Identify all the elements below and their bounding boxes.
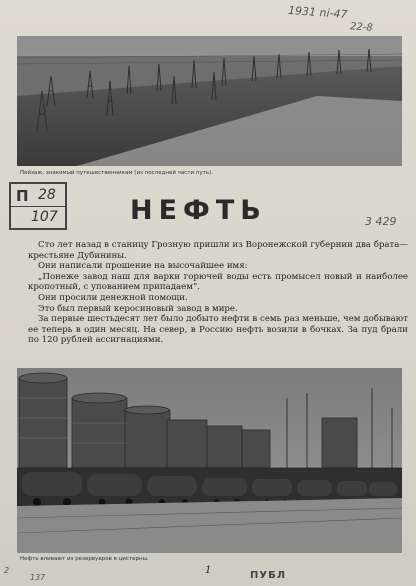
tanks-photo <box>17 368 402 553</box>
top-photo-caption: Пейзаж, знакомый путешественникам (из последней части путь). <box>20 170 214 176</box>
paragraph: За первые шестьдесят лет было добыто нефти в семь раз меньше, чем добывают ее теперь в один месяц. На север, в Россию нефть возили в бочках. За пуд брали по 120 рублей ассигнациями. <box>28 314 408 346</box>
handwritten-note-top-2: 22-8 <box>349 21 374 34</box>
oilfield-photo <box>17 36 402 166</box>
library-stamp-text: ПУБЛ <box>250 570 287 581</box>
paragraph: „Понеже завод наш для варки горючей воды есть промысел новый и наиболее кропотный, с упованием припадаем“. <box>28 271 408 293</box>
archive-stamp <box>9 182 67 230</box>
stamp-label: П <box>16 187 29 205</box>
paragraph: Они написали прошение на высочайшее имя: <box>38 261 248 272</box>
stamp-value-1: 28 <box>38 187 56 203</box>
paragraph: Это был первый керосиновый завод в мире. <box>38 303 238 314</box>
bottom-photo-caption: Нефть вливают из резервуаров в цистерны. <box>20 556 149 562</box>
handwritten-note-bottom-left: 2 <box>4 566 10 575</box>
handwritten-note-top: 1931 ni-47 <box>287 3 348 22</box>
paragraph: Сто лет назад в станицу Грозную пришли из Воронежской губернии два брата—крестьяне Дубинины. <box>28 240 408 261</box>
paragraph: Они просили денежной помощи. <box>38 292 188 303</box>
stamp-value-2: 107 <box>31 209 58 225</box>
stamp-row-1 <box>11 186 65 207</box>
page-number: 1 <box>205 565 212 576</box>
handwritten-note-right: 3 429 <box>365 215 397 228</box>
stamp-row-2 <box>11 208 65 228</box>
article-body <box>28 240 408 346</box>
page-title: НЕФТЬ <box>130 195 267 226</box>
handwritten-note-bottom-left-2: 137 <box>30 573 46 582</box>
